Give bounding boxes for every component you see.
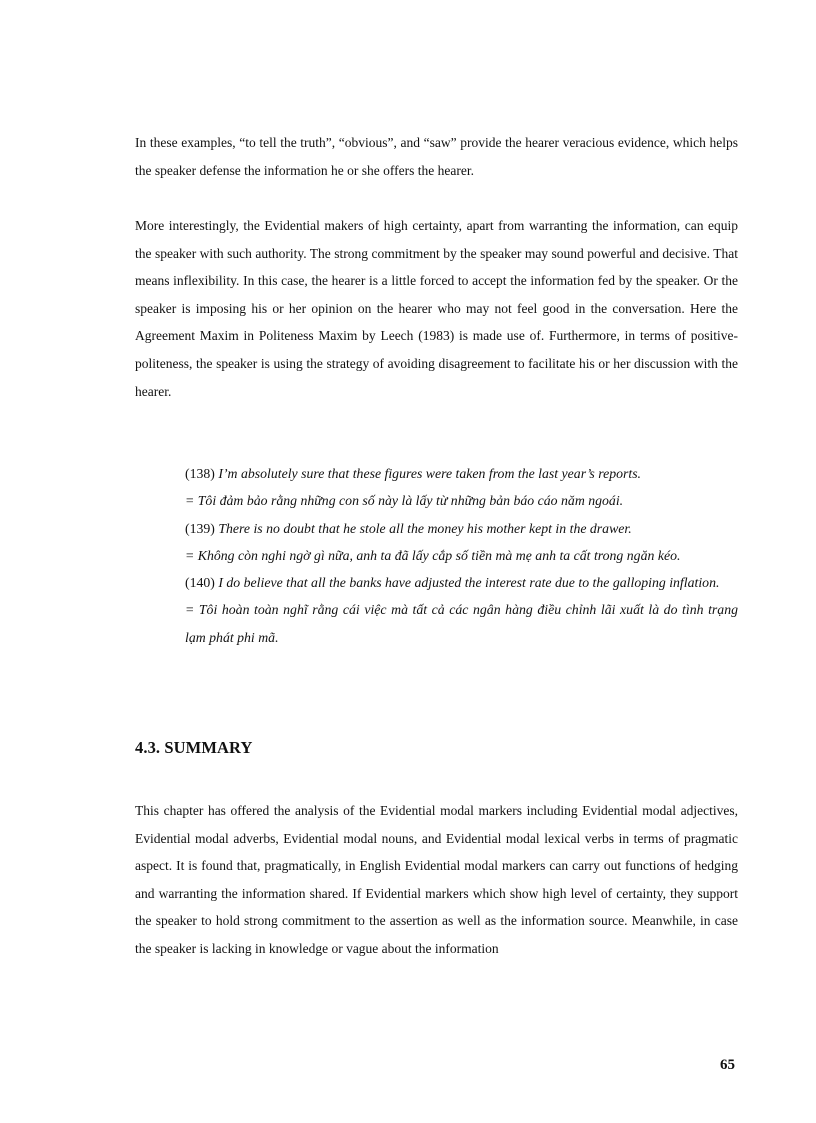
example-english: There is no doubt that he stole all the money his mother kept in the drawer. [218, 520, 632, 536]
example-english: I’m absolutely sure that these figures were taken from the last year’s reports. [218, 466, 642, 481]
paragraph-evidence-examples: In these examples, “to tell the truth”, “obvious”, and “saw” provide the hearer veracious evidence, which helps the speaker defense the information he or she offers the hearer. [135, 135, 738, 178]
page-number: 65 [720, 1057, 735, 1073]
example-140-translation: = Tôi hoàn toàn nghĩ rằng cái việc mà tất cả các ngân hàng điều chỉnh lãi xuất là do tình trạng lạm phát phi mã. [185, 602, 738, 645]
example-139 [185, 515, 738, 542]
example-139-translation: = Không còn nghi ngờ gì nữa, anh ta đã lấy cắp số tiền mà mẹ anh ta cất trong ngăn kéo. [185, 547, 681, 563]
example-140 [185, 569, 738, 596]
section-heading: 4.3. SUMMARY [135, 738, 253, 757]
example-138 [185, 460, 738, 487]
example-list [185, 460, 738, 651]
example-number: (139) [185, 520, 215, 536]
paragraph-politeness: More interestingly, the Evidential makers of high certainty, apart from warranting the information, can equip the speaker with such authority. The strong commitment by the speaker may sound powerful and decisive. That means inflexibility. In this case, the hearer is a little forced to accept the information fed by the speaker. Or the speaker is imposing his or her opinion on the hearer who may not feel good in the conversation. Here the Agreement Maxim in Politeness Maxim by Leech (1983) is made use of. Furthermore, in terms of positive-politeness, the speaker is using the strategy of avoiding disagreement to facilitate his or her discussion with the hearer. [135, 218, 738, 399]
example-138-translation: = Tôi đảm bảo rằng những con số này là lấy từ những bản báo cáo năm ngoái. [185, 493, 624, 509]
example-number: (138) [185, 466, 215, 481]
example-number: (140) [185, 575, 215, 591]
paragraph-summary: This chapter has offered the analysis of the Evidential modal markers including Evidential modal adjectives, Evidential modal adverbs, Evidential modal nouns, and Evidential modal lexical verbs in terms of pragmatic aspect. It is found that, pragmatically, in English Evidential modal markers can carry out functions of hedging and warranting the information shared. If Evidential markers which show high level of certainty, they support the speaker to hold strong commitment to the assertion as well as the information source. Meanwhile, in case the speaker is lacking in knowledge or vague about the information [135, 803, 738, 956]
example-english: I do believe that all the banks have adjusted the interest rate due to the galloping inflation. [218, 575, 720, 591]
